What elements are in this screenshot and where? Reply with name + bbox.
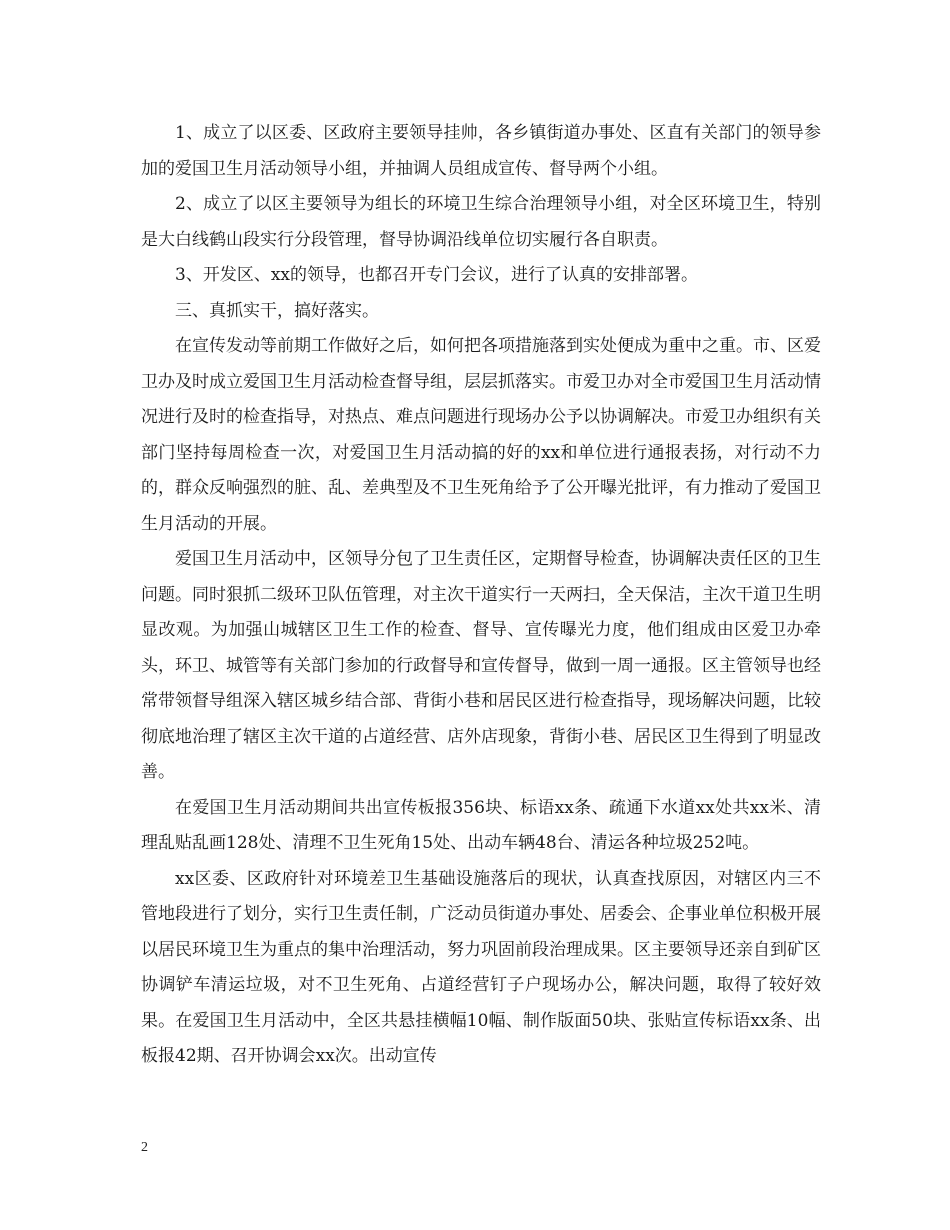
paragraph-5: 在宣传发动等前期工作做好之后，如何把各项措施落到实处便成为重中之重。市、区爱卫办及时成立爱国卫生月活动检查督导组，层层抓落实。市爱卫办对全市爱国卫生月活动情况进行及时的检查指导，对热点、难点问题进行现场办公予以协调解决。市爱卫办组织有关部门坚持每周检查一次，对爱国卫生月活动搞的好的xx和单位进行通报表扬，对行动不力的，群众反响强烈的脏、乱、差典型及不卫生死角给予了公开曝光批评，有力推动了爱国卫生月活动的开展。 [141,336,821,534]
page-number: 2 [141,1140,148,1155]
document-body [141,116,821,1075]
paragraph-8: xx区委、区政府针对环境差卫生基础设施落后的现状，认真查找原因，对辖区内三不管地段进行了划分，实行卫生责任制，广泛动员街道办事处、居委会、企事业单位积极开展以居民环境卫生为重点的集中治理活动，努力巩固前段治理成果。区主要领导还亲自到矿区协调铲车清运垃圾，对不卫生死角、占道经营钉子户现场办公，解决问题，取得了较好效果。在爱国卫生月活动中，全区共悬挂横幅10幅、制作版面50块、张贴宣传标语xx条、出板报42期、召开协调会xx次。出动宣传 [141,868,821,1066]
paragraph-6: 爱国卫生月活动中，区领导分包了卫生责任区，定期督导检查，协调解决责任区的卫生问题。同时狠抓二级环卫队伍管理，对主次干道实行一天两扫，全天保洁，主次干道卫生明显改观。为加强山城辖区卫生工作的检查、督导、宣传曝光力度，他们组成由区爱卫办牵头，环卫、城管等有关部门参加的行政督导和宣传督导，做到一周一通报。区主管领导也经常带领督导组深入辖区城乡结合部、背街小巷和居民区进行检查指导，现场解决问题，比较彻底地治理了辖区主次干道的占道经营、店外店现象，背街小巷、居民区卫生得到了明显改善。 [141,549,821,782]
paragraph-7: 在爱国卫生月活动期间共出宣传板报356块、标语xx条、疏通下水道xx处共xx米、清理乱贴乱画128处、清理不卫生死角15处、出动车辆48台、清运各种垃圾252吨。 [141,797,821,853]
paragraph-1: 1、成立了以区委、区政府主要领导挂帅，各乡镇街道办事处、区直有关部门的领导参加的爱国卫生月活动领导小组，并抽调人员组成宣传、督导两个小组。 [141,123,821,179]
paragraph-3: 3、开发区、xx的领导，也都召开专门会议，进行了认真的安排部署。 [175,265,698,285]
section-heading-3: 三、真抓实干，搞好落实。 [175,300,379,321]
paragraph-2: 2、成立了以区主要领导为组长的环境卫生综合治理领导小组，对全区环境卫生，特别是大白线鹤山段实行分段管理，督导协调沿线单位切实履行各自职责。 [141,194,821,250]
